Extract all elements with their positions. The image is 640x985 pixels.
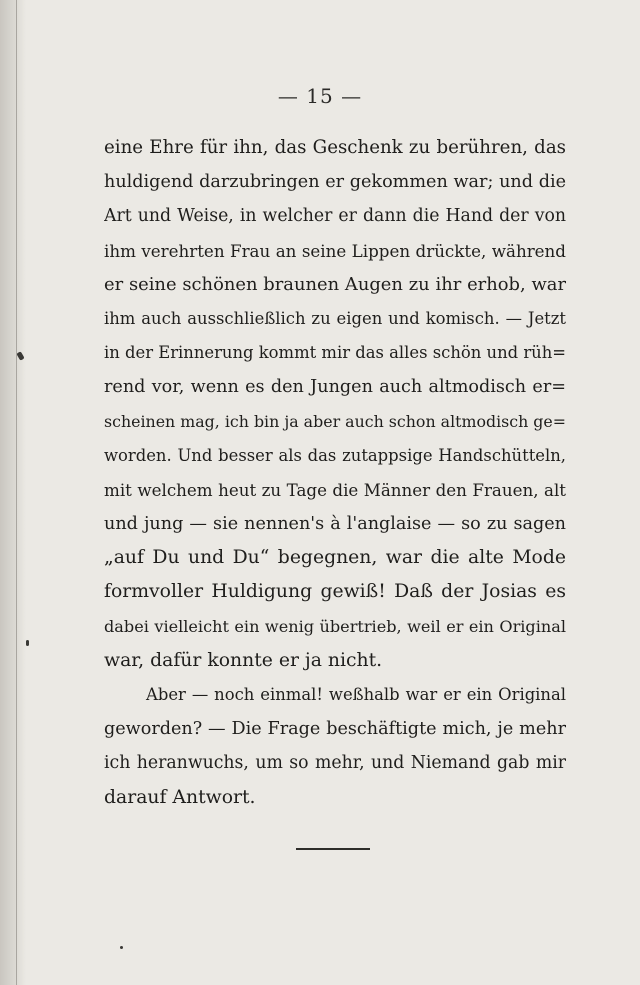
text-line: „auf Du und Du“ begegnen, war die alte Mode (104, 547, 566, 569)
page-number: — 15 — (277, 84, 363, 108)
paragraph-2 (104, 678, 566, 815)
binding-shadow (0, 0, 26, 985)
ink-speck (120, 946, 123, 949)
text-line: Art und Weise, in welcher er dann die Hand der von (104, 206, 566, 227)
section-end-rule (296, 848, 370, 850)
paragraph-1 (104, 131, 566, 678)
ink-speck (26, 640, 29, 646)
text-line: er seine schönen braunen Augen zu ihr erhob, war (104, 273, 566, 295)
text-line: in der Erinnerung kommt mir das alles schön und rüh= (104, 343, 566, 363)
page-fold-line (16, 0, 17, 985)
text-line: ihm verehrten Frau an seine Lippen drückte, während (104, 240, 566, 261)
text-line: war, dafür konnte er ja nicht. (104, 649, 383, 671)
text-line: eine Ehre für ihn, das Geschenk zu berühren, das (104, 137, 566, 158)
text-line: scheinen mag, ich bin ja aber auch schon altmodisch ge= (104, 411, 566, 431)
text-line: ich heranwuchs, um so mehr, und Niemand gab mir (104, 753, 566, 774)
body-text (104, 131, 566, 815)
text-line: darauf Antwort. (104, 786, 256, 808)
text-line: rend vor, wenn es den Jungen auch altmodisch er= (104, 377, 566, 398)
text-line: huldigend darzubringen er gekommen war; und die (104, 172, 566, 193)
text-line: formvoller Huldigung gewiß! Daß der Josias es (104, 581, 566, 603)
text-line: geworden? — Die Frage beschäftigte mich, je mehr (104, 719, 566, 740)
text-line: und jung — sie nennen's à l'anglaise — so zu sagen (104, 514, 566, 535)
text-line: mit welchem heut zu Tage die Männer den Frauen, alt (104, 479, 566, 500)
text-line: dabei vielleicht ein wenig übertrieb, weil er ein Original (104, 616, 566, 636)
text-line: Aber — noch einmal! weßhalb war er ein Original (146, 685, 566, 704)
text-line: worden. Und besser als das zutappsige Handschütteln, (104, 445, 566, 465)
text-line: ihm auch ausschließlich zu eigen und komisch. — Jetzt (104, 308, 566, 328)
